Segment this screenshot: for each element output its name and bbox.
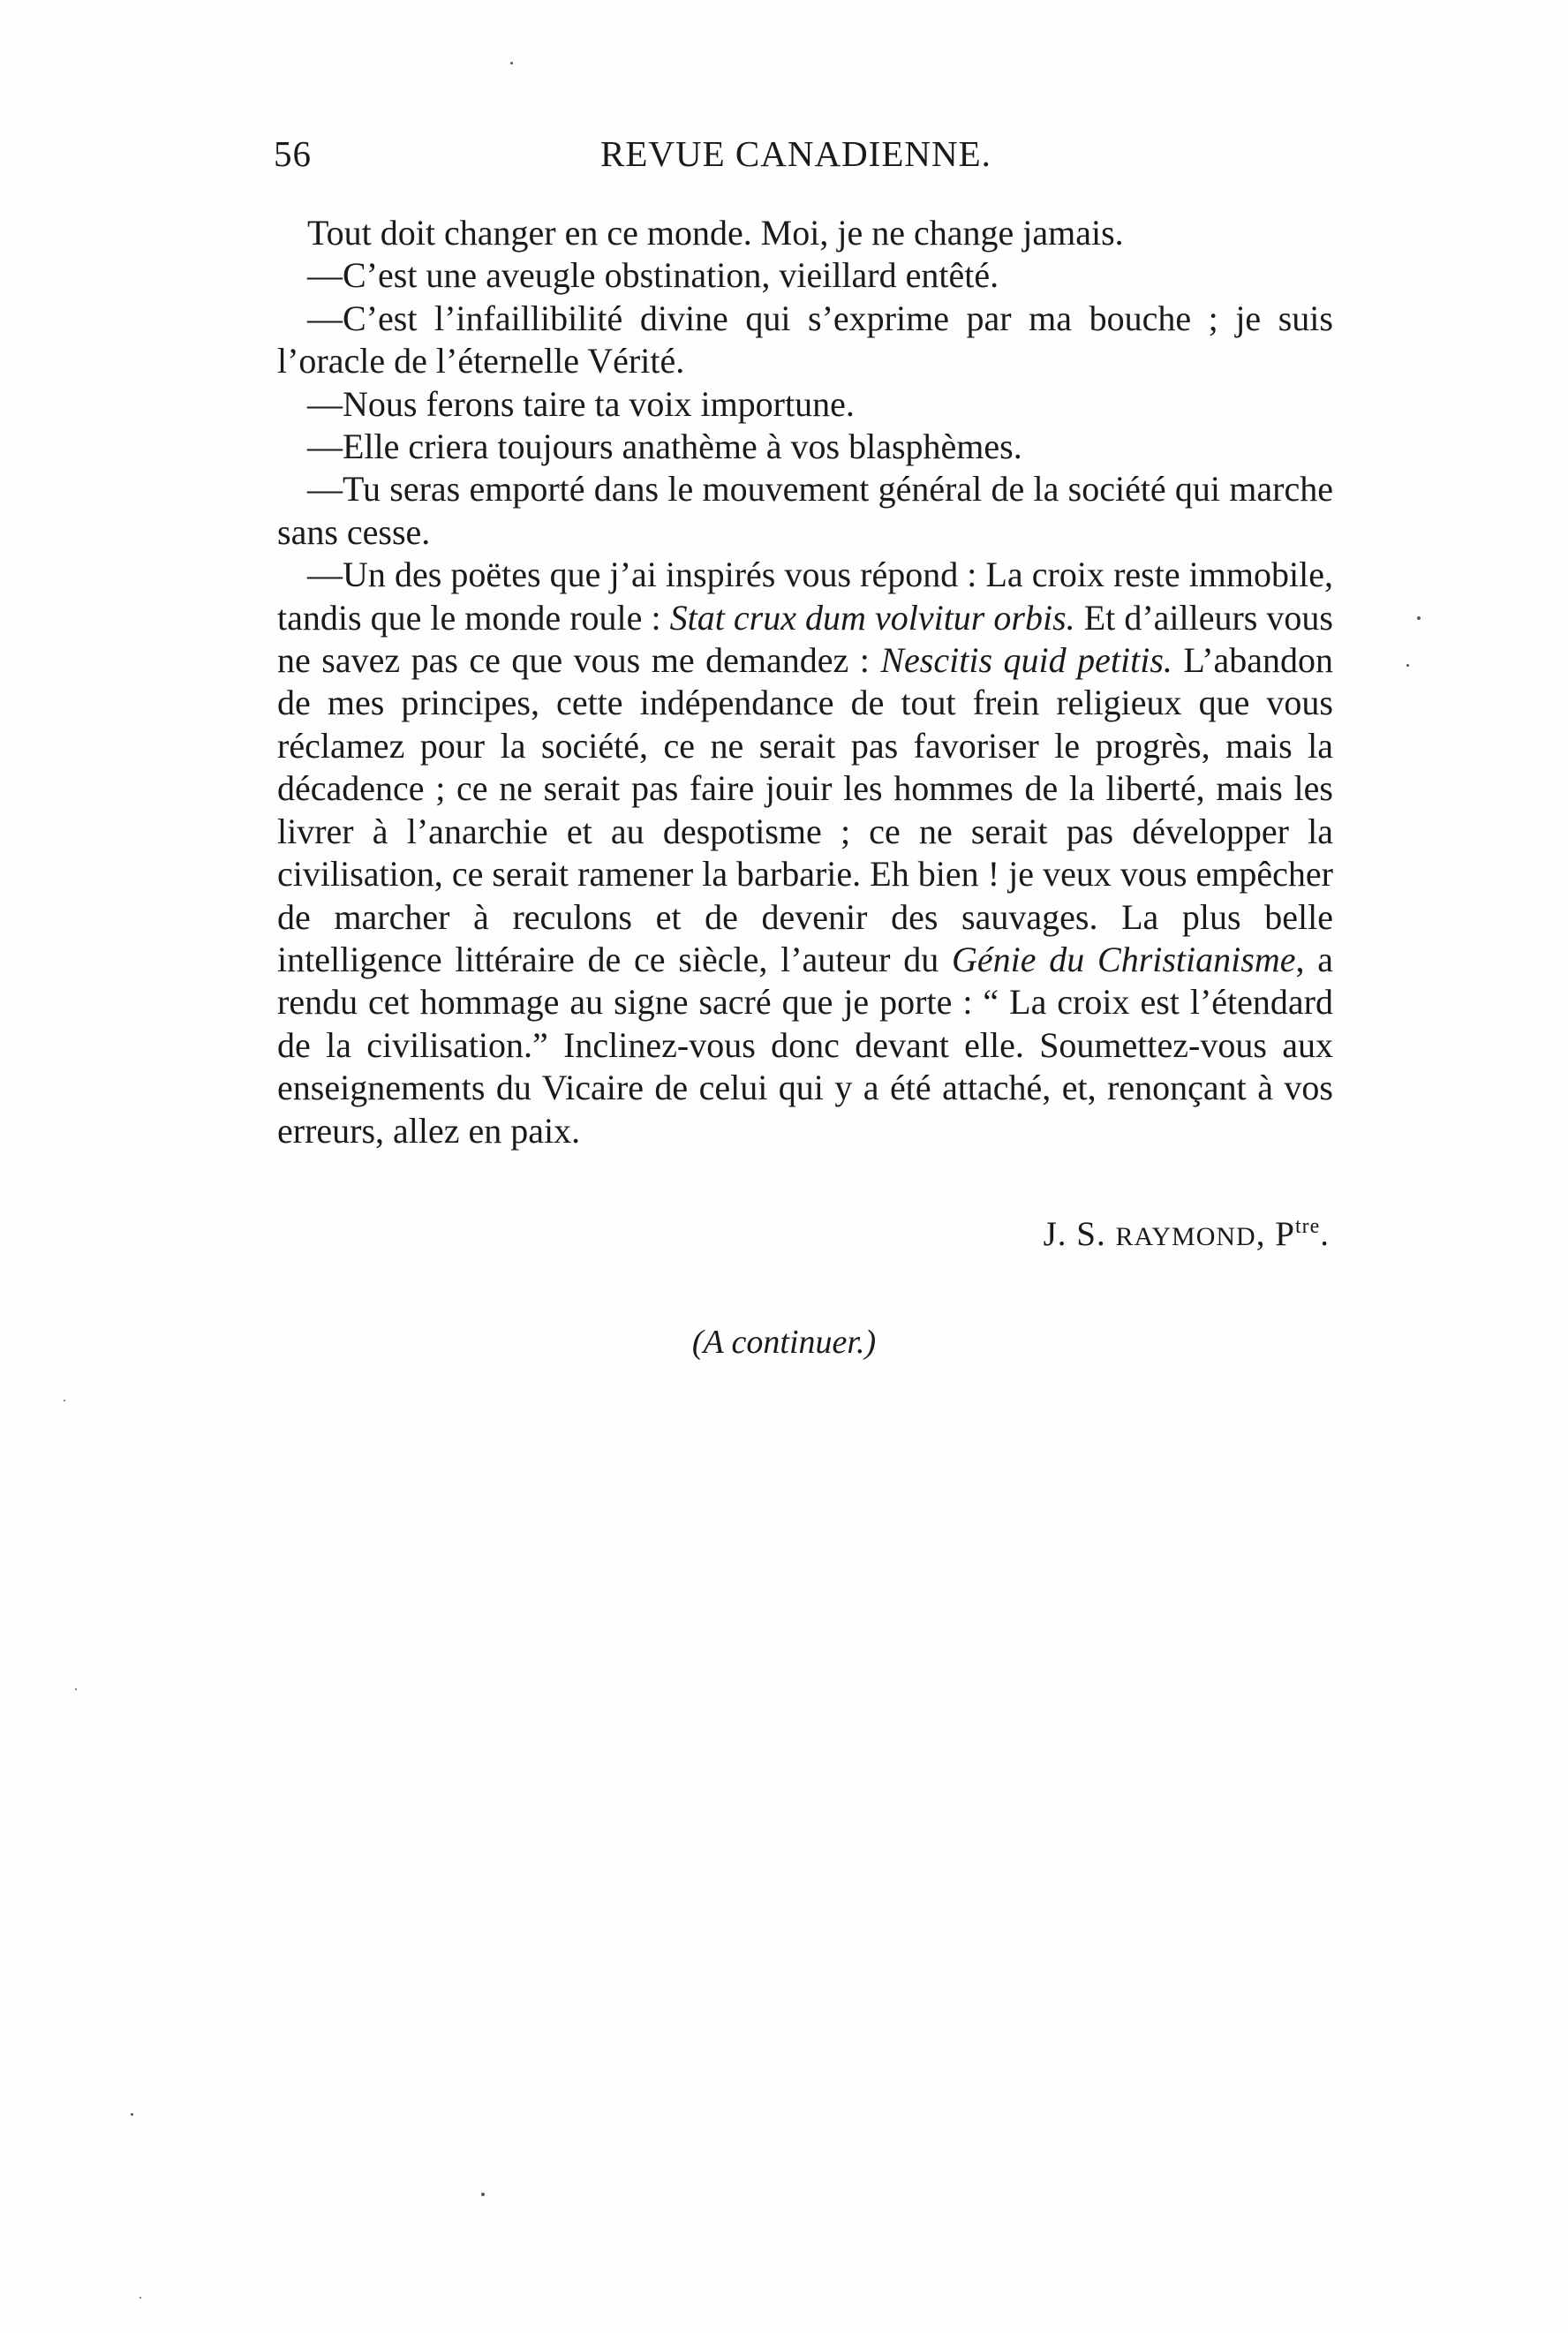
- signature-comma: ,: [1255, 1215, 1276, 1253]
- signature-title: P: [1275, 1215, 1295, 1253]
- print-speck: [510, 62, 513, 64]
- continuation-note: (A continuer.): [691, 1324, 877, 1361]
- paragraph-text: —Un des poëtes que j’ai inspirés vous répond : La croix reste immobile, tandis que le monde roule :: [277, 555, 1333, 638]
- paragraph: —Nous ferons taire ta voix importune.: [307, 383, 855, 424]
- signature-title-superscript: tre: [1294, 1215, 1321, 1238]
- print-speck: [1417, 616, 1421, 620]
- latin-quote: Stat crux dum volvitur orbis.: [669, 597, 1075, 638]
- print-speck: [481, 2193, 485, 2196]
- paragraph-text: Et d’ailleurs vous ne savez pas ce que vous me demandez :: [277, 597, 1333, 681]
- print-speck: [139, 2297, 141, 2299]
- signature-initials: J. S.: [1043, 1215, 1116, 1253]
- print-speck: [64, 1400, 65, 1401]
- print-speck: [1406, 664, 1409, 667]
- journal-title: REVUE CANADIENNE.: [600, 133, 991, 174]
- print-speck: [131, 2113, 133, 2116]
- paragraph: Tout doit changer en ce monde. Moi, je ne change jamais.: [307, 213, 1124, 253]
- paragraph: [277, 554, 1333, 1152]
- paragraph-text: , a rendu cet hommage au signe sacré que je porte : “ La croix est l’étendard de la civilisation.” Inclinez-vous donc devant elle. Soumettez-vous aux enseignements du Vicaire de celui qui y a été attaché, et, renonçant à vos erreurs, allez en paix.: [277, 939, 1333, 1151]
- paragraph-text: L’abandon de mes principes, cette indépendance de tout frein religieux que vous réclamez pour la société, ce ne serait pas favoriser le progrès, mais la décadence ; ce ne serait pas faire jouir les hommes de la liberté, mais les livrer à l’anarchie et au despotisme ; ce ne serait pas développer la civilisation, ce serait ramener la barbarie. Eh bien ! je veux vous empêcher de marcher à reculons et de devenir des sauvages. La plus belle intelligence littéraire de ce siècle, l’auteur du: [277, 640, 1334, 979]
- signature-end: .: [1320, 1215, 1330, 1253]
- book-title: Génie du Christianisme: [952, 939, 1296, 979]
- page-number: 56: [274, 133, 312, 174]
- paragraph: —C’est une aveugle obstination, vieillard entêté.: [307, 255, 999, 296]
- author-signature: [1044, 1214, 1330, 1254]
- paragraph: —Elle criera toujours anathème à vos blasphèmes.: [307, 427, 1022, 467]
- article-body: [277, 212, 1333, 1152]
- latin-quote: Nescitis quid petitis.: [880, 640, 1172, 681]
- running-head: [274, 132, 1333, 185]
- signature-surname: RAYMOND: [1115, 1222, 1256, 1251]
- paragraph: —C’est l’infaillibilité divine qui s’exprime par ma bouche ; je suis l’oracle de l’éternelle Vérité.: [277, 298, 1333, 381]
- print-speck: [75, 1688, 77, 1690]
- paragraph: —Tu seras emporté dans le mouvement général de la société qui marche sans cesse.: [277, 469, 1333, 552]
